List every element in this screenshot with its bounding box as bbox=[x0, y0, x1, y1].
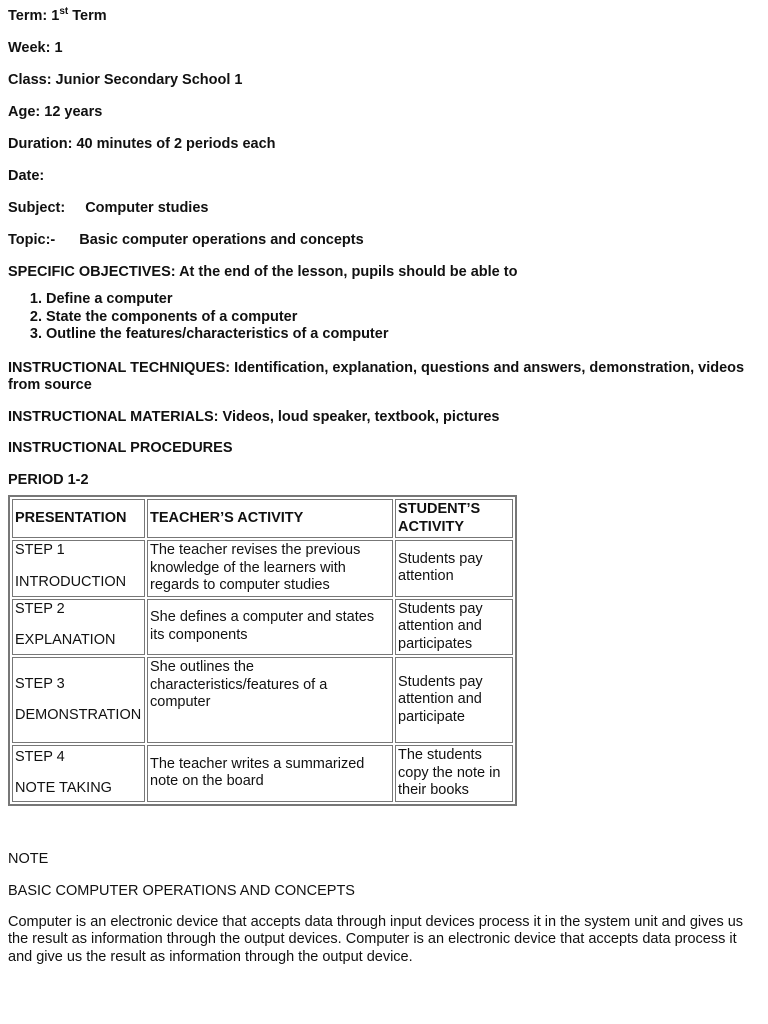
instructional-materials: INSTRUCTIONAL MATERIALS: Videos, loud speaker, textbook, pictures bbox=[8, 408, 500, 425]
duration-line: Duration: 40 minutes of 2 periods each bbox=[8, 136, 276, 152]
subject-label: Subject: bbox=[8, 200, 66, 216]
table-header-row bbox=[12, 499, 513, 538]
step-cell bbox=[12, 599, 145, 656]
term-superscript: st bbox=[59, 6, 69, 17]
table-row bbox=[12, 745, 513, 802]
class-line: Class: Junior Secondary School 1 bbox=[8, 72, 243, 88]
step-cell bbox=[12, 540, 145, 597]
topic-line bbox=[8, 228, 760, 260]
step-number: STEP 4 bbox=[15, 748, 65, 765]
header-student-activity: STUDENT’S ACTIVITY bbox=[395, 499, 513, 538]
age-line: Age: 12 years bbox=[8, 104, 103, 120]
term-line bbox=[8, 4, 760, 36]
note-body: Computer is an electronic device that accepts data through input devices process it in the system unit and gives us the result as information through the output devices. Computer is an electronic device that accepts data process it and give us the result as information through the output device. bbox=[8, 913, 744, 965]
note-heading: NOTE bbox=[8, 850, 49, 867]
note-section bbox=[8, 850, 760, 967]
term-tail: Term bbox=[68, 8, 107, 24]
procedure-table bbox=[8, 495, 517, 806]
term-label: Term: 1 bbox=[8, 8, 60, 24]
step-number: STEP 3 bbox=[15, 675, 65, 692]
teacher-activity-cell: She outlines the characteristics/features of a computer bbox=[147, 657, 393, 743]
instructional-techniques: INSTRUCTIONAL TECHNIQUES: Identification, explanation, questions and answers, demonstration, videos from source bbox=[8, 359, 745, 393]
step-stage: DEMONSTRATION bbox=[15, 707, 142, 723]
week-line: Week: 1 bbox=[8, 40, 63, 56]
teacher-activity-cell: The teacher writes a summarized note on the board bbox=[147, 745, 393, 802]
objective-item: 1. Define a computer bbox=[46, 291, 760, 309]
table-row bbox=[12, 540, 513, 597]
step-number: STEP 1 bbox=[15, 542, 65, 558]
table-row bbox=[12, 599, 513, 656]
table-row bbox=[12, 657, 513, 743]
student-activity-cell: Students pay attention and participate bbox=[395, 657, 513, 743]
topic-label: Topic:- bbox=[8, 232, 56, 248]
objectives-heading: SPECIFIC OBJECTIVES: At the end of the lesson, pupils should be able to bbox=[8, 264, 518, 280]
date-line: Date: bbox=[8, 168, 45, 184]
period-label: PERIOD 1-2 bbox=[8, 471, 89, 488]
note-title: BASIC COMPUTER OPERATIONS AND CONCEPTS bbox=[8, 882, 355, 899]
step-number: STEP 2 bbox=[15, 600, 65, 617]
header-presentation: PRESENTATION bbox=[12, 499, 145, 538]
objective-item: 2. State the components of a computer bbox=[46, 309, 760, 327]
student-activity-cell: Students pay attention bbox=[395, 540, 513, 597]
step-stage: NOTE TAKING bbox=[15, 780, 112, 797]
teacher-activity-cell: She defines a computer and states its components bbox=[147, 599, 393, 656]
step-cell bbox=[12, 745, 145, 802]
objective-item: 3. Outline the features/characteristics of a computer bbox=[46, 326, 760, 344]
step-stage: INTRODUCTION bbox=[15, 573, 127, 590]
teacher-activity-cell: The teacher revises the previous knowledge of the learners with regards to computer studies bbox=[147, 540, 393, 597]
step-cell bbox=[12, 657, 145, 743]
subject-line bbox=[8, 196, 760, 228]
subject-value: Computer studies bbox=[85, 200, 209, 216]
objectives-list bbox=[8, 291, 760, 344]
header-teacher-activity: TEACHER’S ACTIVITY bbox=[147, 499, 393, 538]
student-activity-cell: The students copy the note in their books bbox=[395, 745, 513, 802]
step-stage: EXPLANATION bbox=[15, 632, 116, 648]
objectives-section bbox=[8, 260, 760, 344]
instructional-procedures: INSTRUCTIONAL PROCEDURES bbox=[8, 440, 233, 456]
student-activity-cell: Students pay attention and participates bbox=[395, 599, 513, 656]
topic-value: Basic computer operations and concepts bbox=[79, 232, 364, 248]
